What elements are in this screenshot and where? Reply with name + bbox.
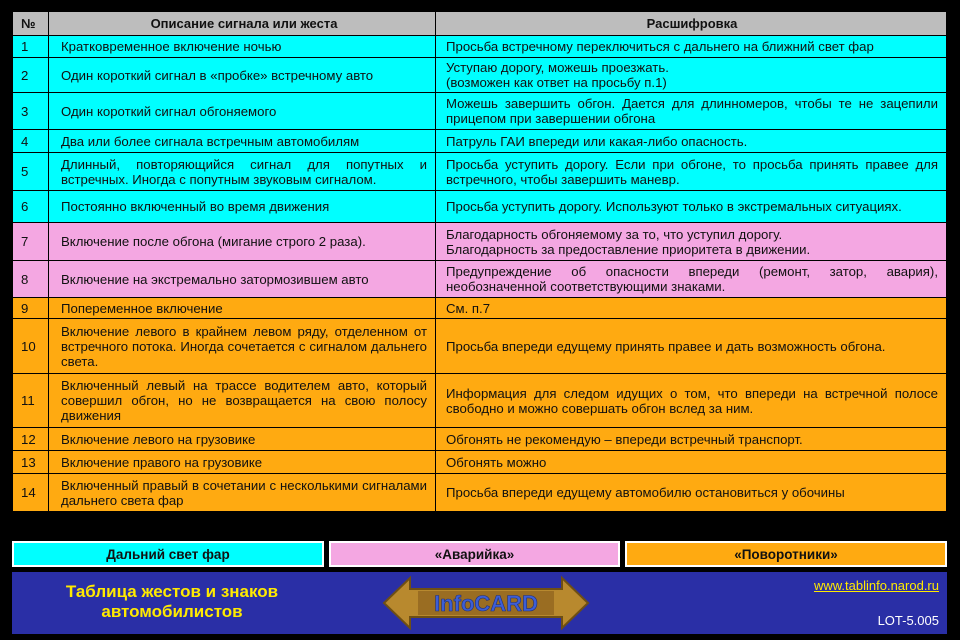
row-num: 13 xyxy=(13,451,49,474)
row-num: 2 xyxy=(13,58,49,93)
row-num: 14 xyxy=(13,474,49,512)
table-row xyxy=(13,451,947,474)
row-meaning: Благодарность обгоняемому за то, что уступил дорогу. Благодарность за предоставление приоритета в движении. xyxy=(436,223,947,261)
document-code: LOT-5.005 xyxy=(877,613,939,628)
row-description: Включение после обгона (мигание строго 2 раза). xyxy=(49,223,436,261)
legend-hazard: «Аварийка» xyxy=(329,541,620,567)
row-num: 12 xyxy=(13,428,49,451)
row-num: 7 xyxy=(13,223,49,261)
row-meaning: Патруль ГАИ впереди или какая-либо опасность. xyxy=(436,130,947,153)
table-header-row xyxy=(13,12,947,36)
row-description: Включение левого в крайнем левом ряду, отделенном от встречного потока. Иногда сочетается с сигналом дальнего света. xyxy=(49,319,436,374)
row-meaning: Просьба уступить дорогу. Используют только в экстремальных ситуациях. xyxy=(436,191,947,223)
row-meaning: См. п.7 xyxy=(436,298,947,319)
row-description: Включение левого на грузовике xyxy=(49,428,436,451)
row-num: 6 xyxy=(13,191,49,223)
row-num: 8 xyxy=(13,261,49,298)
table-row xyxy=(13,93,947,130)
signals-table xyxy=(12,11,947,512)
row-description: Включение на экстремально затормозившем авто xyxy=(49,261,436,298)
logo-text: InfoCARD xyxy=(434,591,538,616)
table-row xyxy=(13,474,947,512)
row-meaning: Предупреждение об опасности впереди (ремонт, затор, авария), необозначенной соответствующими знаками. xyxy=(436,261,947,298)
row-meaning: Обгонять можно xyxy=(436,451,947,474)
table-row xyxy=(13,130,947,153)
row-description: Один короткий сигнал в «пробке» встречному авто xyxy=(49,58,436,93)
header-meaning: Расшифровка xyxy=(436,12,947,36)
table-row xyxy=(13,374,947,428)
row-description: Два или более сигнала встречным автомобилям xyxy=(49,130,436,153)
row-num: 3 xyxy=(13,93,49,130)
row-meaning: Обгонять не рекомендую – впереди встречный транспорт. xyxy=(436,428,947,451)
table-row xyxy=(13,153,947,191)
row-description: Включение правого на грузовике xyxy=(49,451,436,474)
footer-title: Таблица жестов и знаков автомобилистов xyxy=(65,582,279,621)
row-meaning: Можешь завершить обгон. Дается для длинномеров, чтобы те не зацепили прицепом при завершении обгона xyxy=(436,93,947,130)
row-meaning: Просьба встречному переключиться с дальнего на ближний свет фар xyxy=(436,36,947,58)
row-num: 11 xyxy=(13,374,49,428)
header-description: Описание сигнала или жеста xyxy=(49,12,436,36)
table-row xyxy=(13,223,947,261)
row-description: Постоянно включенный во время движения xyxy=(49,191,436,223)
table-row xyxy=(13,298,947,319)
row-description: Включенный левый на трассе водителем авто, который совершил обгон, но не возвращается на свою полосу движения xyxy=(49,374,436,428)
footer xyxy=(12,572,947,634)
row-num: 10 xyxy=(13,319,49,374)
row-num: 5 xyxy=(13,153,49,191)
table-row xyxy=(13,36,947,58)
header-num: № xyxy=(13,12,49,36)
table-row xyxy=(13,261,947,298)
legend-turn-signals: «Поворотники» xyxy=(625,541,947,567)
website-link[interactable]: www.tablinfo.narod.ru xyxy=(813,578,939,593)
table-row xyxy=(13,319,947,374)
row-meaning: Информация для следом идущих о том, что впереди на встречной полосе свободно и можно совершать обгон вслед за ним. xyxy=(436,374,947,428)
row-description: Включенный правый в сочетании с несколькими сигналами дальнего света фар xyxy=(49,474,436,512)
row-meaning: Просьба впереди едущему автомобилю остановиться у обочины xyxy=(436,474,947,512)
infocard-logo xyxy=(380,574,592,632)
row-meaning: Просьба впереди едущему принять правее и дать возможность обгона. xyxy=(436,319,947,374)
table-row xyxy=(13,58,947,93)
table-row xyxy=(13,428,947,451)
row-description: Попеременное включение xyxy=(49,298,436,319)
row-description: Кратковременное включение ночью xyxy=(49,36,436,58)
row-description: Длинный, повторяющийся сигнал для попутных и встречных. Иногда с попутным звуковым сигналом. xyxy=(49,153,436,191)
row-num: 1 xyxy=(13,36,49,58)
row-num: 4 xyxy=(13,130,49,153)
row-description: Один короткий сигнал обгоняемого xyxy=(49,93,436,130)
table-row xyxy=(13,191,947,223)
legend-high-beam: Дальний свет фар xyxy=(12,541,324,567)
row-meaning: Уступаю дорогу, можешь проезжать. (возможен как ответ на просьбу п.1) xyxy=(436,58,947,93)
row-meaning: Просьба уступить дорогу. Если при обгоне, то просьба принять правее для встречного, чтобы завершить маневр. xyxy=(436,153,947,191)
row-num: 9 xyxy=(13,298,49,319)
